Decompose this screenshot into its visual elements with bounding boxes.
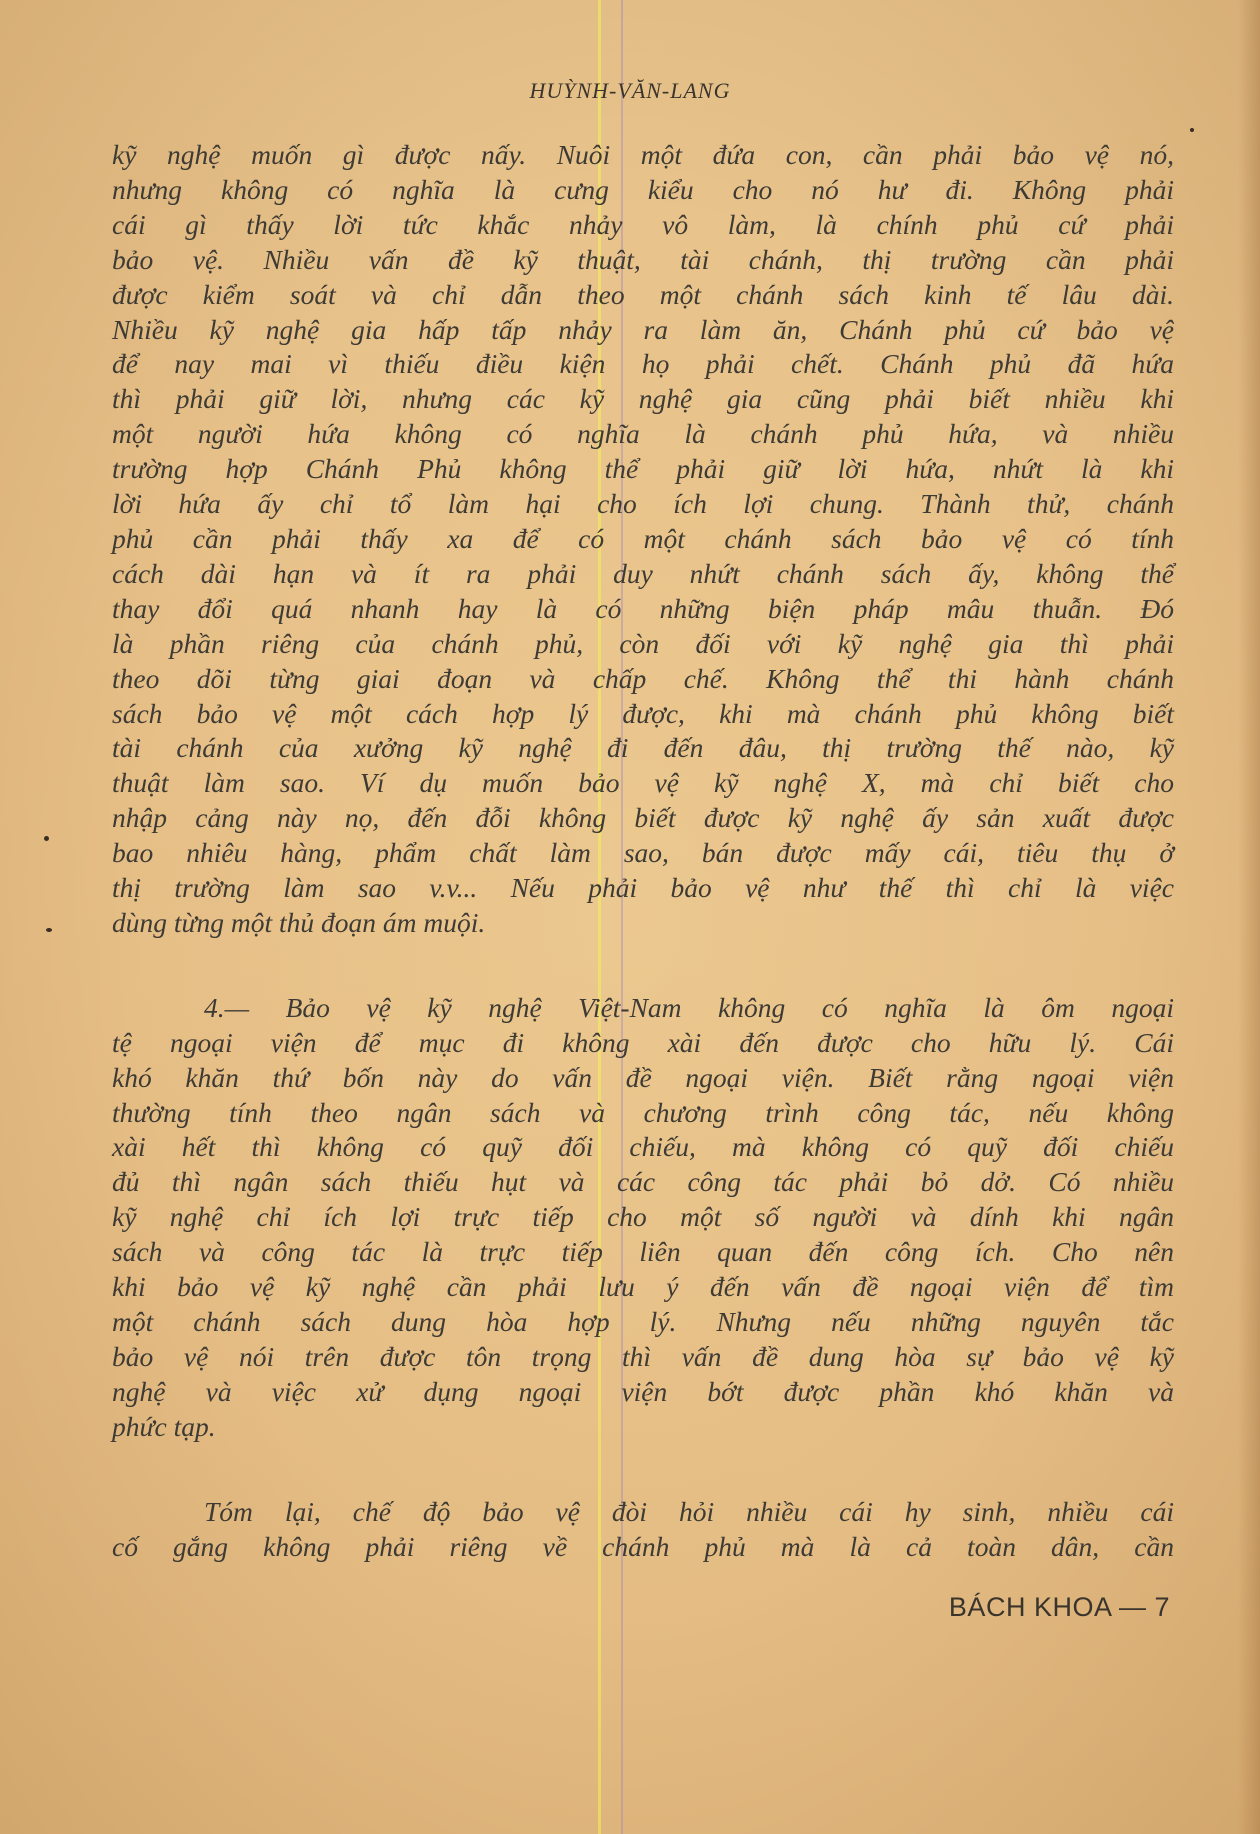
text-line: sách và công tác là trực tiếp liên quan đến công ích. Cho nên xyxy=(112,1236,1174,1268)
text-line: dùng từng một thủ đoạn ám muội. xyxy=(112,906,486,938)
page-footer: BÁCH KHOA — 7 xyxy=(948,1592,1170,1622)
text-line: để nay mai vì thiếu điều kiện họ phải chết. Chánh phủ đã hứa xyxy=(112,348,1174,380)
paragraph-foreign-aid xyxy=(112,991,1174,1445)
text-line: theo dõi từng giai đoạn và chấp chế. Không thể thi hành chánh xyxy=(112,662,1174,694)
text-line: khó khăn thứ bốn này do vấn đề ngoại viện. Biết rằng ngoại viện xyxy=(112,1061,1174,1093)
text-line: được kiểm soát và chỉ dẫn theo một chánh sách kinh tế lâu dài. xyxy=(112,278,1174,310)
text-line: xài hết thì không có quỹ đối chiếu, mà không có quỹ đối chiếu xyxy=(112,1131,1174,1163)
text-line: 4.— Bảo vệ kỹ nghệ Việt-Nam không có nghĩa là ôm ngoại xyxy=(204,991,1174,1023)
text-line: thường tính theo ngân sách và chương trình công tác, nếu không xyxy=(112,1096,1174,1128)
text-line: đủ thì ngân sách thiếu hụt và các công tác phải bỏ dở. Có nhiều xyxy=(112,1166,1174,1198)
article-body xyxy=(112,138,1174,1564)
text-line: trường hợp Chánh Phủ không thể phải giữ lời hứa, nhứt là khi xyxy=(112,453,1174,485)
text-line: bao nhiêu hàng, phẩm chất làm sao, bán được mấy cái, tiêu thụ ở xyxy=(112,837,1174,869)
ink-speck xyxy=(46,928,52,932)
text-line: thuật làm sao. Ví dụ muốn bảo vệ kỹ nghệ X, mà chỉ biết cho xyxy=(112,767,1174,799)
ink-speck xyxy=(44,836,49,841)
paragraph-protection-policy xyxy=(112,138,1174,941)
running-head: HUỲNH-VĂN-LANG xyxy=(529,78,731,103)
paragraph-conclusion xyxy=(112,1495,1174,1565)
page-edge-shadow xyxy=(1238,0,1260,1834)
text-line: cách dài hạn và ít ra phải duy nhứt chánh sách ấy, không thể xyxy=(112,557,1174,589)
text-line: sách bảo vệ một cách hợp lý được, khi mà chánh phủ không biết xyxy=(112,697,1174,729)
text-line: phủ cần phải thấy xa để có một chánh sách bảo vệ có tính xyxy=(112,522,1174,554)
text-line: tệ ngoại viện để mục đi không xài đến được cho hữu lý. Cái xyxy=(112,1026,1174,1058)
text-line: thay đổi quá nhanh hay là có những biện pháp mâu thuẫn. Đó xyxy=(112,592,1174,624)
text-line: khi bảo vệ kỹ nghệ cần phải lưu ý đến vấn đề ngoại viện để tìm xyxy=(112,1271,1174,1303)
text-line: phức tạp. xyxy=(112,1410,216,1442)
text-line: là phần riêng của chánh phủ, còn đối với kỹ nghệ gia thì phải xyxy=(112,627,1174,659)
ink-speck xyxy=(1190,128,1194,132)
text-line: nhập cảng này nọ, đến đỗi không biết được kỹ nghệ ấy sản xuất được xyxy=(112,802,1174,834)
text-line: nhưng không có nghĩa là cưng kiểu cho nó hư đi. Không phải xyxy=(112,173,1174,205)
text-line: lời hứa ấy chỉ tổ làm hại cho ích lợi chung. Thành thử, chánh xyxy=(112,488,1174,520)
text-line: kỹ nghệ muốn gì được nấy. Nuôi một đứa con, cần phải bảo vệ nó, xyxy=(112,139,1174,170)
paragraph-spacer xyxy=(112,941,1174,991)
text-line: thì phải giữ lời, nhưng các kỹ nghệ gia cũng phải biết nhiều khi xyxy=(112,383,1174,415)
text-line: cái gì thấy lời tức khắc nhảy vô làm, là chính phủ cứ phải xyxy=(112,208,1174,240)
text-line: nghệ và việc xử dụng ngoại viện bớt được phần khó khăn và xyxy=(112,1375,1174,1407)
text-line: kỹ nghệ chỉ ích lợi trực tiếp cho một số người và dính khi ngân xyxy=(112,1201,1174,1233)
text-line: Tóm lại, chế độ bảo vệ đòi hỏi nhiều cái hy sinh, nhiều cái xyxy=(204,1495,1174,1527)
text-line: Nhiều kỹ nghệ gia hấp tấp nhảy ra làm ăn, Chánh phủ cứ bảo vệ xyxy=(112,313,1174,345)
text-line: một người hứa không có nghĩa là chánh phủ hứa, và nhiều xyxy=(112,418,1174,450)
text-line: một chánh sách dung hòa hợp lý. Nhưng nếu những nguyên tắc xyxy=(112,1306,1174,1337)
text-line: cố gắng không phải riêng về chánh phủ mà là cả toàn dân, cần xyxy=(112,1530,1174,1562)
paragraph-spacer xyxy=(112,1445,1174,1495)
text-line: bảo vệ nói trên được tôn trọng thì vấn đề dung hòa sự bảo vệ kỹ xyxy=(112,1340,1174,1372)
text-line: tài chánh của xưởng kỹ nghệ đi đến đâu, thị trường thế nào, kỹ xyxy=(112,732,1174,764)
text-line: thị trường làm sao v.v... Nếu phải bảo vệ như thế thì chỉ là việc xyxy=(112,872,1174,904)
text-line: bảo vệ. Nhiều vấn đề kỹ thuật, tài chánh, thị trường cần phải xyxy=(112,243,1174,275)
